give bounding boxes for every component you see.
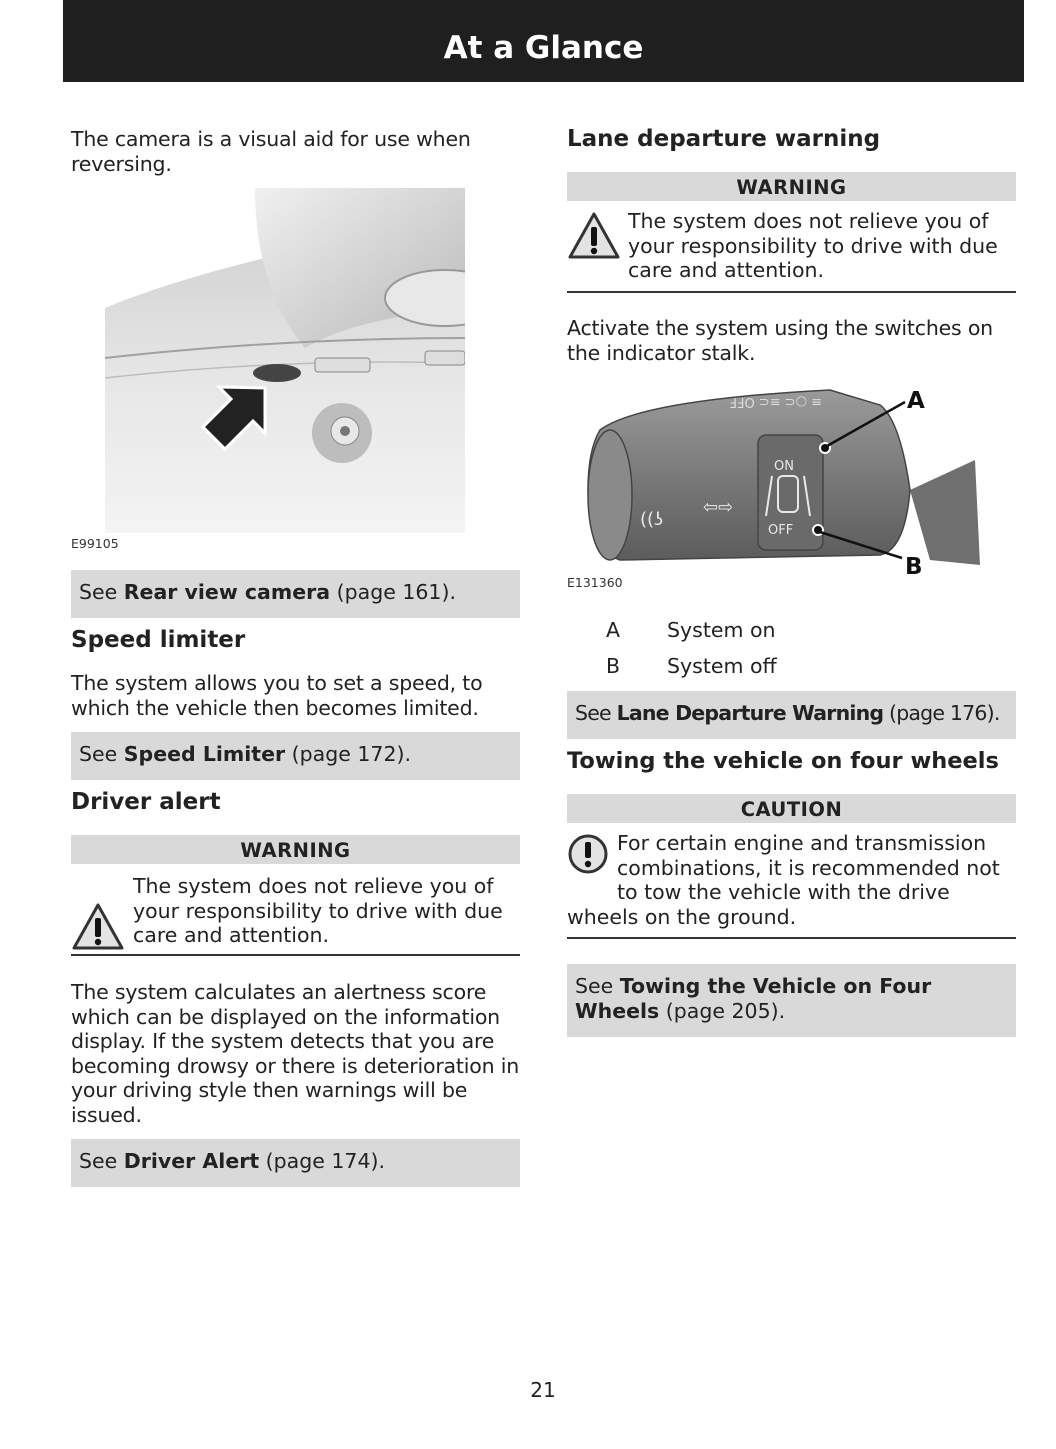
caution-text-wrap xyxy=(567,823,1016,929)
driver-alert-warning xyxy=(71,835,520,956)
callout-b: B xyxy=(905,554,923,580)
indicator-stalk-illustration xyxy=(580,380,980,580)
warning-text: The system does not relieve you of your responsibility to drive with due care and attention. xyxy=(133,874,503,947)
caution-text: For certain engine and transmission combinations, it is recommended not to tow the vehicle with the drive wheels on the ground. xyxy=(567,831,1000,929)
speed-limiter-text: The system allows you to set a speed, to which the vehicle then becomes limited. xyxy=(71,671,483,720)
page-ref: (page 174). xyxy=(259,1149,386,1173)
legend-key: B xyxy=(606,654,621,678)
driver-alert-link[interactable]: Driver Alert xyxy=(123,1149,260,1173)
legend-key: A xyxy=(606,618,621,642)
page-ref: (page 176). xyxy=(883,701,1000,725)
indicator-stalk-figure xyxy=(580,380,980,580)
see-prefix: See xyxy=(79,580,124,604)
see-prefix: See xyxy=(79,742,124,766)
speed-limiter-link[interactable]: Speed Limiter xyxy=(123,742,286,766)
warning-title: WARNING xyxy=(567,172,1016,201)
warning-title: WARNING xyxy=(71,835,520,864)
warning-text: The system does not relieve you of your responsibility to drive with due care and attention. xyxy=(628,209,998,282)
see-prefix: See xyxy=(79,1149,124,1173)
towing-link[interactable]: Towing the Vehicle on Four Wheels xyxy=(575,974,932,1023)
see-prefix: See xyxy=(575,701,617,725)
page-ref: (page 172). xyxy=(285,742,411,766)
figure-label: E99105 xyxy=(71,536,119,551)
page-ref: (page 161). xyxy=(330,580,456,604)
see-towing-box xyxy=(567,964,1016,1037)
page-ref: (page 205). xyxy=(659,999,786,1023)
page-header xyxy=(63,0,1024,82)
driver-alert-heading: Driver alert xyxy=(71,789,221,815)
see-speed-limiter-box xyxy=(71,732,520,780)
figure-label: E131360 xyxy=(567,575,623,590)
rear-camera-figure xyxy=(105,188,465,533)
see-rear-camera-box xyxy=(71,570,520,618)
camera-intro-text: The camera is a visual aid for use when reversing. xyxy=(71,127,471,176)
stalk-off-label: OFF xyxy=(768,523,794,538)
page-title: At a Glance xyxy=(443,30,644,66)
towing-caution xyxy=(567,794,1016,939)
rear-camera-link[interactable]: Rear view camera xyxy=(123,580,331,604)
lane-departure-warning xyxy=(567,172,1016,293)
rear-camera-illustration xyxy=(105,188,465,533)
see-prefix: See xyxy=(575,974,620,998)
legend-value: System off xyxy=(667,654,777,678)
legend-value: System on xyxy=(667,618,776,642)
warning-triangle-icon xyxy=(567,211,621,261)
lane-departure-heading: Lane departure warning xyxy=(567,126,881,152)
legend-row xyxy=(606,654,620,678)
speed-limiter-heading: Speed limiter xyxy=(71,627,246,653)
svg-text:≡ ○⊂ ≡⊂ OFF: ≡ ○⊂ ≡⊂ OFF xyxy=(729,394,822,409)
legend-row xyxy=(606,618,620,642)
caution-title: CAUTION xyxy=(567,794,1016,823)
driver-alert-text: The system calculates an alertness score which can be displayed on the information display. If the system detects that you are becoming drowsy or there is deterioration in your driving style then warnings will be issued. xyxy=(71,980,519,1127)
see-lane-departure-box xyxy=(567,691,1016,739)
lane-departure-text: Activate the system using the switches on the indicator stalk. xyxy=(567,316,993,365)
callout-a: A xyxy=(907,388,925,414)
towing-heading: Towing the vehicle on four wheels xyxy=(567,748,999,774)
turn-arrows-icon: ⇦⇨ xyxy=(703,497,734,518)
caution-icon xyxy=(567,833,609,875)
voice-icon: ((ʖ xyxy=(640,509,664,530)
see-driver-alert-box xyxy=(71,1139,520,1187)
warning-triangle-icon xyxy=(71,902,125,952)
lane-departure-link[interactable]: Lane Departure Warning xyxy=(616,701,884,725)
stalk-on-label: ON xyxy=(774,459,794,474)
page-number: 21 xyxy=(530,1378,556,1402)
